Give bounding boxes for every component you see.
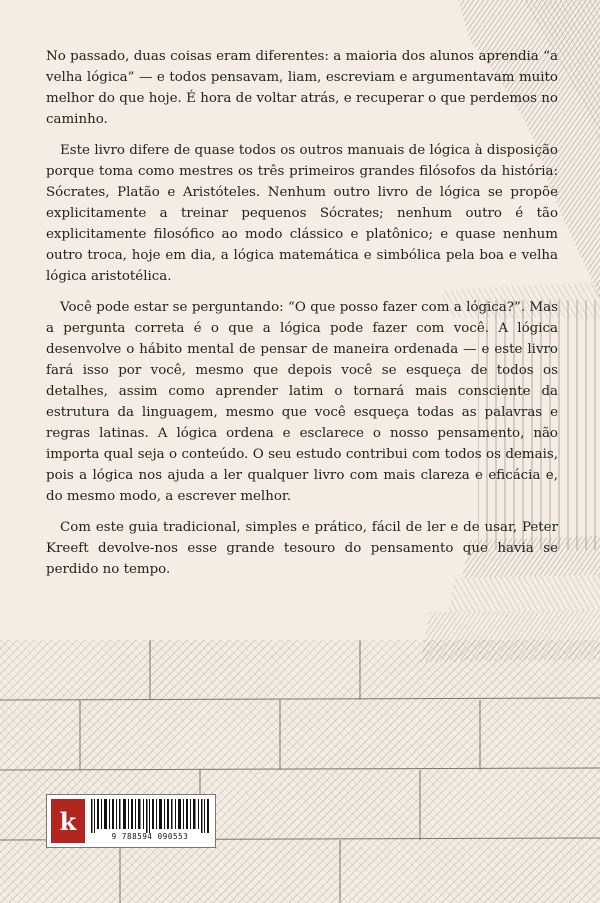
publisher-logo <box>51 799 85 843</box>
publisher-logo-letter: k <box>59 806 77 836</box>
paragraph-4: Com este guia tradicional, simples e prático, fácil de ler e de usar, Peter Kreeft devolve-nos esse grande tesouro do pensamento que havia se perdido no tempo. <box>46 520 558 577</box>
back-cover-text <box>46 46 558 590</box>
paragraph-3: Você pode estar se perguntando: “O que posso fazer com a lógica?”. Mas a pergunta correta é o que a lógica pode fazer com você. A lógica desenvolve o hábito mental de pensar de maneira ordenada — e este livro fará isso por você, mesmo que depois você se esqueça de todos os detalhes, assim como aprender latim o tornará mais consciente da estrutura da linguagem, mesmo que você esqueça todas as palavras e regras latinas. A lógica ordena e esclarece o nosso pensamento, não importa qual seja o conteúdo. O seu estudo contribui com todos os demais, pois a lógica nos ajuda a ler qualquer livro com mais clareza e eficácia e, do mesmo modo, a escrever melhor. <box>46 300 558 504</box>
isbn-number: 9 788594 090553 <box>111 832 189 841</box>
barcode-icon <box>89 799 211 833</box>
stone-wall-engraving <box>0 640 600 903</box>
paragraph-2: Este livro difere de quase todos os outros manuais de lógica à disposição porque toma como mestres os três primeiros grandes filósofos da história: Sócrates, Platão e Aristóteles. Nenhum outro livro de lógica se propõe explicitamente a treinar pequenos Sócrates; nenhum outro é tão explicitamente filosófico ao modo clássico e platônico; e quase nenhum outro troca, hoje em dia, a lógica matemática e simbólica pela boa e velha lógica aristotélica. <box>46 143 558 284</box>
barcode-box <box>46 794 216 848</box>
paragraph-1: No passado, duas coisas eram diferentes: a maioria dos alunos aprendia “a velha lógica” — e todos pensavam, liam, escreviam e argumentavam muito melhor do que hoje. É hora de voltar atrás, e recuperar o que perdemos no caminho. <box>46 49 558 127</box>
